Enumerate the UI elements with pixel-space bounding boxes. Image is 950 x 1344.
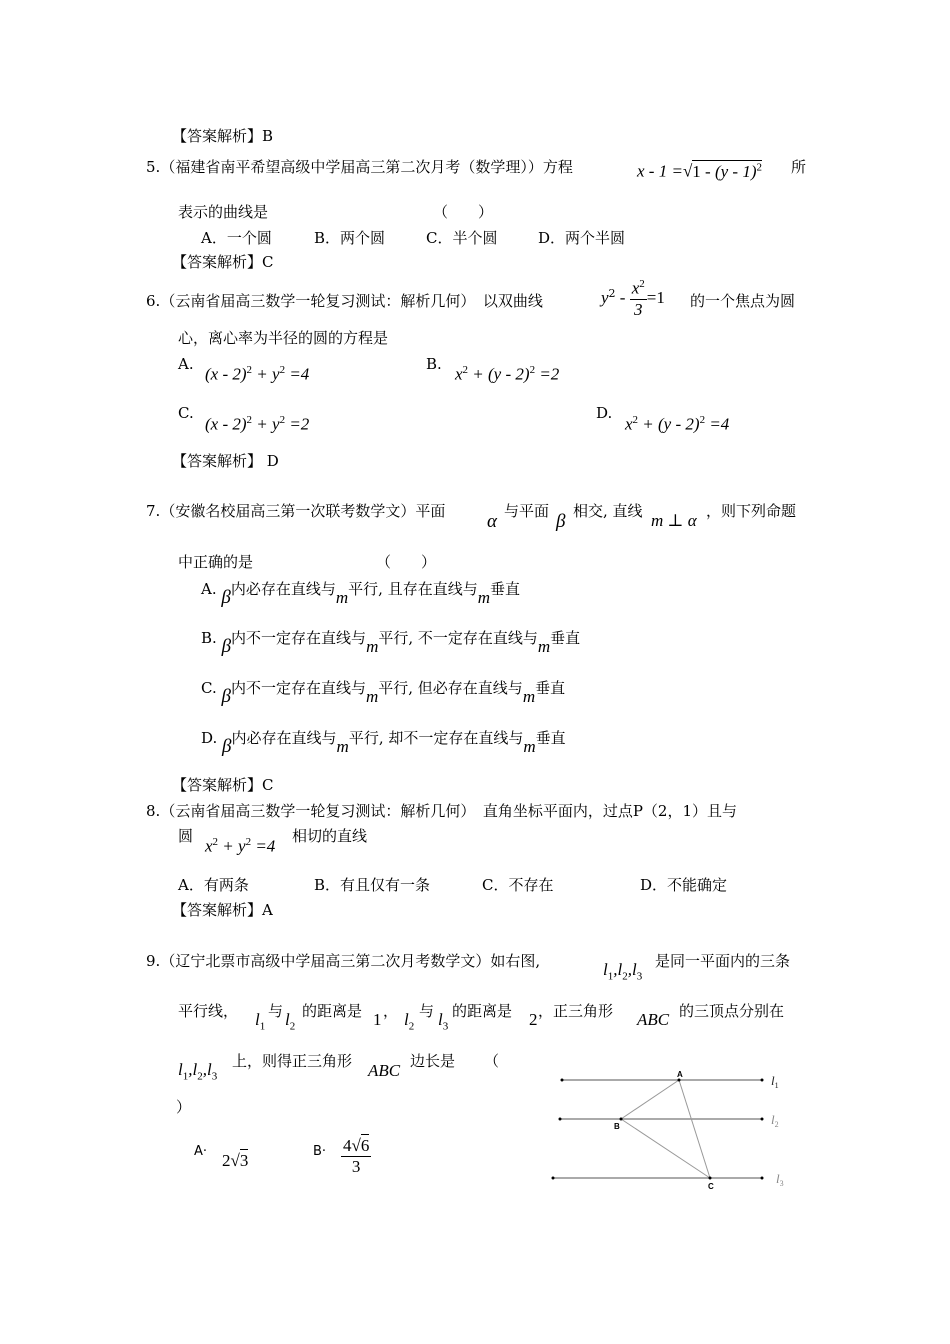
q5-equation: x - 1 =√1 - (y - 1)$^2$	[637, 161, 762, 181]
q9-line2-c: 的三顶点分别在	[679, 1002, 785, 1020]
q9-yu-1: 与	[268, 1002, 284, 1020]
q9-line2-b: ，正三角形	[538, 1002, 614, 1020]
q6-source: （云南省届高三数学一轮复习测试：解析几何） 以双曲线	[160, 292, 543, 310]
answer-q6: 【答案解析】 D	[172, 452, 279, 470]
q6-line2: 心，离心率为半径的圆的方程是	[178, 329, 389, 347]
q6-number: 6.	[146, 292, 161, 310]
q7-line2: 中正确的是	[178, 553, 254, 571]
q7-tail: ，则下列命题	[706, 502, 797, 520]
q8-option-c: C．不存在	[482, 876, 554, 894]
q7-m-perp-alpha: m ⊥ α	[651, 511, 697, 530]
q9-comma: ，	[383, 1002, 399, 1020]
answer-q4: 【答案解析】B	[172, 127, 274, 145]
q9-abc-2: ABC	[368, 1061, 401, 1080]
triangle-side-ac	[679, 1080, 710, 1178]
q5-eq-lhs: x - 1 =	[637, 161, 683, 181]
q9-l2: $l_2$	[285, 1010, 296, 1033]
q9-source: （辽宁北票市高级中学届高三第二次月考数学文）如右图,	[160, 952, 541, 970]
answer-q5: 【答案解析】C	[172, 253, 274, 271]
q6-option-b-eq: $x^2 + (y - 2)^2 =2$	[455, 364, 560, 384]
q6-option-a-eq: $(x - 2)^2 + y^2 =4$	[205, 364, 310, 384]
q9-line3-a: 上，则得正三角形	[232, 1052, 353, 1070]
q7-beta: β	[556, 511, 566, 532]
q7-source: （安徽名校届高三第一次联考数学文）平面	[160, 502, 446, 520]
q6-option-a-label: A.	[178, 355, 194, 373]
q9-lines-l123: $l_1,l_2,l_3$	[603, 960, 643, 983]
q9-tail: 是同一平面内的三条	[655, 952, 791, 970]
triangle-side-bc	[621, 1119, 710, 1178]
q7-option-a: A. β内必存在直线与m平行, 且存在直线与m垂直	[201, 580, 520, 608]
q8-tail: 相切的直线	[292, 827, 368, 845]
q9-option-b-label: B·	[313, 1144, 327, 1159]
q9-paren-close: ）	[176, 1098, 192, 1116]
q7-blank: （ ）	[376, 553, 437, 571]
q8-number: 8.	[146, 802, 161, 820]
question-6-line1	[146, 292, 543, 310]
triangle-side-ab	[621, 1080, 679, 1119]
q5-line2: 表示的曲线是	[178, 203, 269, 221]
q5-number: 5.	[146, 158, 161, 176]
q9-l3: $l_3$	[438, 1010, 449, 1033]
answer-q8: 【答案解析】A	[172, 901, 273, 919]
vertex-b: B	[614, 1122, 620, 1131]
label-l3: $l_3$	[776, 1171, 784, 1188]
q9-dist-1: 的距离是	[302, 1002, 363, 1020]
q9-l2b: $l_2$	[404, 1010, 415, 1033]
q7-intersect: 相交, 直线	[573, 502, 643, 520]
q5-tail: 所	[791, 158, 807, 176]
q8-source: （云南省届高三数学一轮复习测试：解析几何） 直角坐标平面内，过点P（2，1）且与	[160, 802, 737, 820]
q7-option-b: B. β内不一定存在直线与m平行, 不一定存在直线与m垂直	[201, 629, 581, 657]
q6-equation: $y^2$ - $\frac{x^2}{3}$ =1	[601, 278, 665, 320]
q7-option-c: C. β内不一定存在直线与m平行, 但必存在直线与m垂直	[201, 679, 566, 707]
q9-line3-b: 边长是	[410, 1052, 456, 1070]
q9-number: 9.	[146, 952, 161, 970]
q9-lines-l123-b: $l_1,l_2,l_3$	[178, 1060, 218, 1083]
q6-tail: 的一个焦点为圆	[690, 292, 796, 310]
q9-yu-2: 与	[419, 1002, 435, 1020]
q9-abc: ABC	[637, 1010, 670, 1029]
q5-option-b: B．两个圆	[314, 229, 386, 247]
q9-l1: $l_1$	[255, 1010, 266, 1033]
q5-eq-sqrt: 1 - (y - 1)$^2$	[692, 161, 762, 181]
q5-option-d: D．两个半圆	[538, 229, 626, 247]
q9-option-a-label: A·	[194, 1144, 208, 1159]
q7-with-plane: 与平面	[504, 502, 550, 520]
q7-number: 7.	[146, 502, 161, 520]
q9-option-a-value: 2√3	[222, 1151, 249, 1170]
q6-option-c-label: C.	[178, 404, 194, 422]
question-5-line1	[146, 158, 573, 176]
label-l1: $l_1$	[771, 1073, 779, 1090]
q9-option-b-value: $\frac{4√6}{3}$	[343, 1136, 370, 1177]
q6-option-d-eq: $x^2 + (y - 2)^2 =4$	[625, 414, 730, 434]
label-l2: $l_2$	[771, 1112, 779, 1129]
q9-line2-a: 平行线，	[178, 1002, 239, 1020]
answer-q7: 【答案解析】C	[172, 776, 274, 794]
q8-option-a: A．有两条	[178, 876, 249, 894]
q5-source: （福建省南平希望高级中学届高三第二次月考（数学理））方程	[160, 158, 573, 176]
q8-option-b: B．有且仅有一条	[314, 876, 431, 894]
vertex-a: A	[677, 1070, 683, 1079]
vertex-c: C	[708, 1182, 714, 1191]
q9-figure	[548, 1068, 798, 1193]
question-9-line1	[146, 952, 540, 970]
q8-line2: 圆	[178, 827, 194, 845]
q8-option-d: D．不能确定	[640, 876, 728, 894]
q9-two: 2	[529, 1010, 538, 1029]
q5-blank: （ ）	[433, 203, 494, 221]
question-8-line1	[146, 802, 737, 820]
q9-one: 1	[373, 1010, 382, 1029]
question-7-line1	[146, 502, 445, 520]
q6-option-d-label: D.	[596, 404, 613, 422]
q8-equation: $x^2 + y^2 =4$	[205, 836, 276, 856]
q5-option-c: C．半个圆	[426, 229, 498, 247]
q7-alpha: α	[487, 511, 497, 532]
q7-option-d: D. β内必存在直线与m平行, 却不一定存在直线与m垂直	[201, 729, 566, 757]
q6-option-b-label: B.	[426, 355, 442, 373]
q9-dist-2: 的距离是	[452, 1002, 513, 1020]
q9-paren-open: （	[484, 1052, 500, 1070]
q5-option-a: A．一个圆	[201, 229, 272, 247]
q6-option-c-eq: $(x - 2)^2 + y^2 =2$	[205, 414, 310, 434]
